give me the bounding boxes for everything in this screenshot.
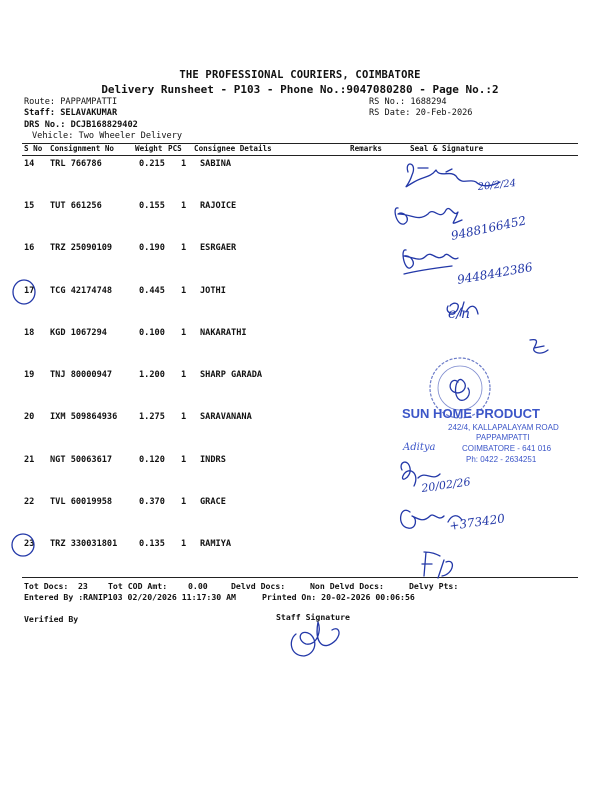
row-consignment: TRZ 25090109 <box>50 243 113 253</box>
row-consignment: KGD 1067294 <box>50 328 107 338</box>
row-consignment: NGT 50063617 <box>50 455 113 465</box>
printed-on: Printed On: 20-02-2026 00:06:56 <box>262 592 415 602</box>
document-subtitle: Delivery Runsheet - P103 - Phone No.:9047080280 - Page No.:2 <box>101 83 499 96</box>
row-consignee: RAMIYA <box>200 539 232 549</box>
col-weight: Weight <box>135 144 163 153</box>
delvd-docs-label: Delvd Docs: <box>231 581 286 591</box>
rs-date: RS Date: 20-Feb-2026 <box>369 108 473 118</box>
row-pcs: 1 <box>181 455 187 465</box>
tot-docs-value: 23 <box>78 581 88 591</box>
row-consignee: GRACE <box>200 497 226 507</box>
entered-by: Entered By :RANIP103 02/20/2026 11:17:30 AM <box>24 592 236 602</box>
row-consignee: RAJOICE <box>200 201 237 211</box>
signature-row-23 <box>422 552 452 578</box>
row-pcs: 1 <box>181 539 187 549</box>
row-consignee: NAKARATHI <box>200 328 247 338</box>
row-weight: 1.200 <box>139 370 165 380</box>
col-seal-signature: Seal & Signature <box>410 144 484 153</box>
col-remarks: Remarks <box>350 144 383 153</box>
row-consignee: SARAVANANA <box>200 412 252 422</box>
row-pcs: 1 <box>181 412 187 422</box>
col-pcs: PCS <box>168 144 182 153</box>
row-pcs: 1 <box>181 328 187 338</box>
handwritten-date-row-21: 20/02/26 <box>420 475 472 495</box>
rs-number: RS No.: 1688294 <box>369 97 447 107</box>
row-consignment: TRZ 330031801 <box>50 539 118 549</box>
drs-label: DRS No.: DCJB168829402 <box>24 120 138 130</box>
stamp-ring-inner <box>438 366 482 410</box>
row-sno: 17 <box>24 286 35 296</box>
row-17-circle-mark <box>13 280 35 304</box>
tot-cod-value: 0.00 <box>188 581 208 591</box>
handwritten-phone-row-16: 9448442386 <box>456 259 534 287</box>
stamp-address-line1: 242/4, KALLAPALAYAM ROAD <box>448 423 559 432</box>
row-weight: 0.370 <box>139 497 165 507</box>
row-consignment: TUT 661256 <box>50 201 102 211</box>
signature-row-19 <box>450 379 469 400</box>
row-sno: 19 <box>24 370 35 380</box>
row-sno: 21 <box>24 455 35 465</box>
row-consignment: TRL 766786 <box>50 159 102 169</box>
handwritten-date-row-14: 20/2/24 <box>477 178 517 193</box>
row-sno: 16 <box>24 243 35 253</box>
row-consignee: JOTHI <box>200 286 226 296</box>
row-sno: 22 <box>24 497 35 507</box>
staff-signature-scribble <box>291 622 339 656</box>
document-title: THE PROFESSIONAL COURIERS, COIMBATORE <box>179 69 421 81</box>
handwritten-mark-row-17: e/n <box>448 306 471 322</box>
delvy-pts-label: Delvy Pts: <box>409 581 459 591</box>
row-pcs: 1 <box>181 370 187 380</box>
staff-label: Staff: SELAVAKUMAR <box>24 108 118 118</box>
row-consignee: SHARP GARADA <box>200 370 263 380</box>
staff-signature-label: Staff Signature <box>276 612 350 622</box>
verified-by: Verified By <box>24 614 79 624</box>
vehicle-label: Vehicle: Two Wheeler Delivery <box>32 131 183 141</box>
col-consignment: Consignment No <box>50 144 115 153</box>
row-sno: 20 <box>24 412 35 422</box>
tot-docs-label: Tot Docs: <box>24 581 69 591</box>
row-weight: 1.275 <box>139 412 165 422</box>
row-sno: 23 <box>24 539 35 549</box>
row-weight: 0.135 <box>139 539 165 549</box>
route-label: Route: PAPPAMPATTI <box>24 97 118 107</box>
row-weight: 0.155 <box>139 201 165 211</box>
stamp-address-line2: PAPPAMPATTI <box>476 433 530 442</box>
signature-row-18 <box>530 340 548 353</box>
stamp-brand: SUN HOME PRODUCT <box>402 406 540 421</box>
row-consignment: TCG 42174748 <box>50 286 113 296</box>
row-sno: 18 <box>24 328 35 338</box>
row-pcs: 1 <box>181 286 187 296</box>
stamp-partial-text: Aditya <box>403 442 436 453</box>
col-sno: S No <box>24 144 43 153</box>
row-weight: 0.445 <box>139 286 165 296</box>
stamp-address-line3: COIMBATORE - 641 016 <box>462 444 552 453</box>
col-consignee: Consignee Details <box>194 144 272 153</box>
row-sno: 15 <box>24 201 35 211</box>
row-weight: 0.100 <box>139 328 165 338</box>
tot-cod-label: Tot COD Amt: <box>108 581 168 591</box>
signature-row-15 <box>395 208 462 224</box>
company-stamp <box>402 358 559 464</box>
row-pcs: 1 <box>181 497 187 507</box>
row-consignee: SABINA <box>200 159 232 169</box>
row-consignment: IXM 509864936 <box>50 412 118 422</box>
row-consignee: INDRS <box>200 455 226 465</box>
non-delvd-docs-label: Non Delvd Docs: <box>310 581 384 591</box>
stamp-address-line4: Ph: 0422 - 2634251 <box>466 455 537 464</box>
row-weight: 0.190 <box>139 243 165 253</box>
row-weight: 0.120 <box>139 455 165 465</box>
row-consignee: ESRGAER <box>200 243 237 253</box>
row-pcs: 1 <box>181 159 187 169</box>
signature-row-16 <box>403 250 458 274</box>
row-sno: 14 <box>24 159 35 169</box>
row-consignment: TVL 60019958 <box>50 497 113 507</box>
row-pcs: 1 <box>181 201 187 211</box>
handwritten-phone-row-22: +373420 <box>448 511 506 533</box>
row-pcs: 1 <box>181 243 187 253</box>
row-consignment: TNJ 80000947 <box>50 370 113 380</box>
handwritten-phone-row-15: 9488166452 <box>449 213 528 243</box>
row-23-circle-mark <box>12 534 34 556</box>
row-weight: 0.215 <box>139 159 165 169</box>
